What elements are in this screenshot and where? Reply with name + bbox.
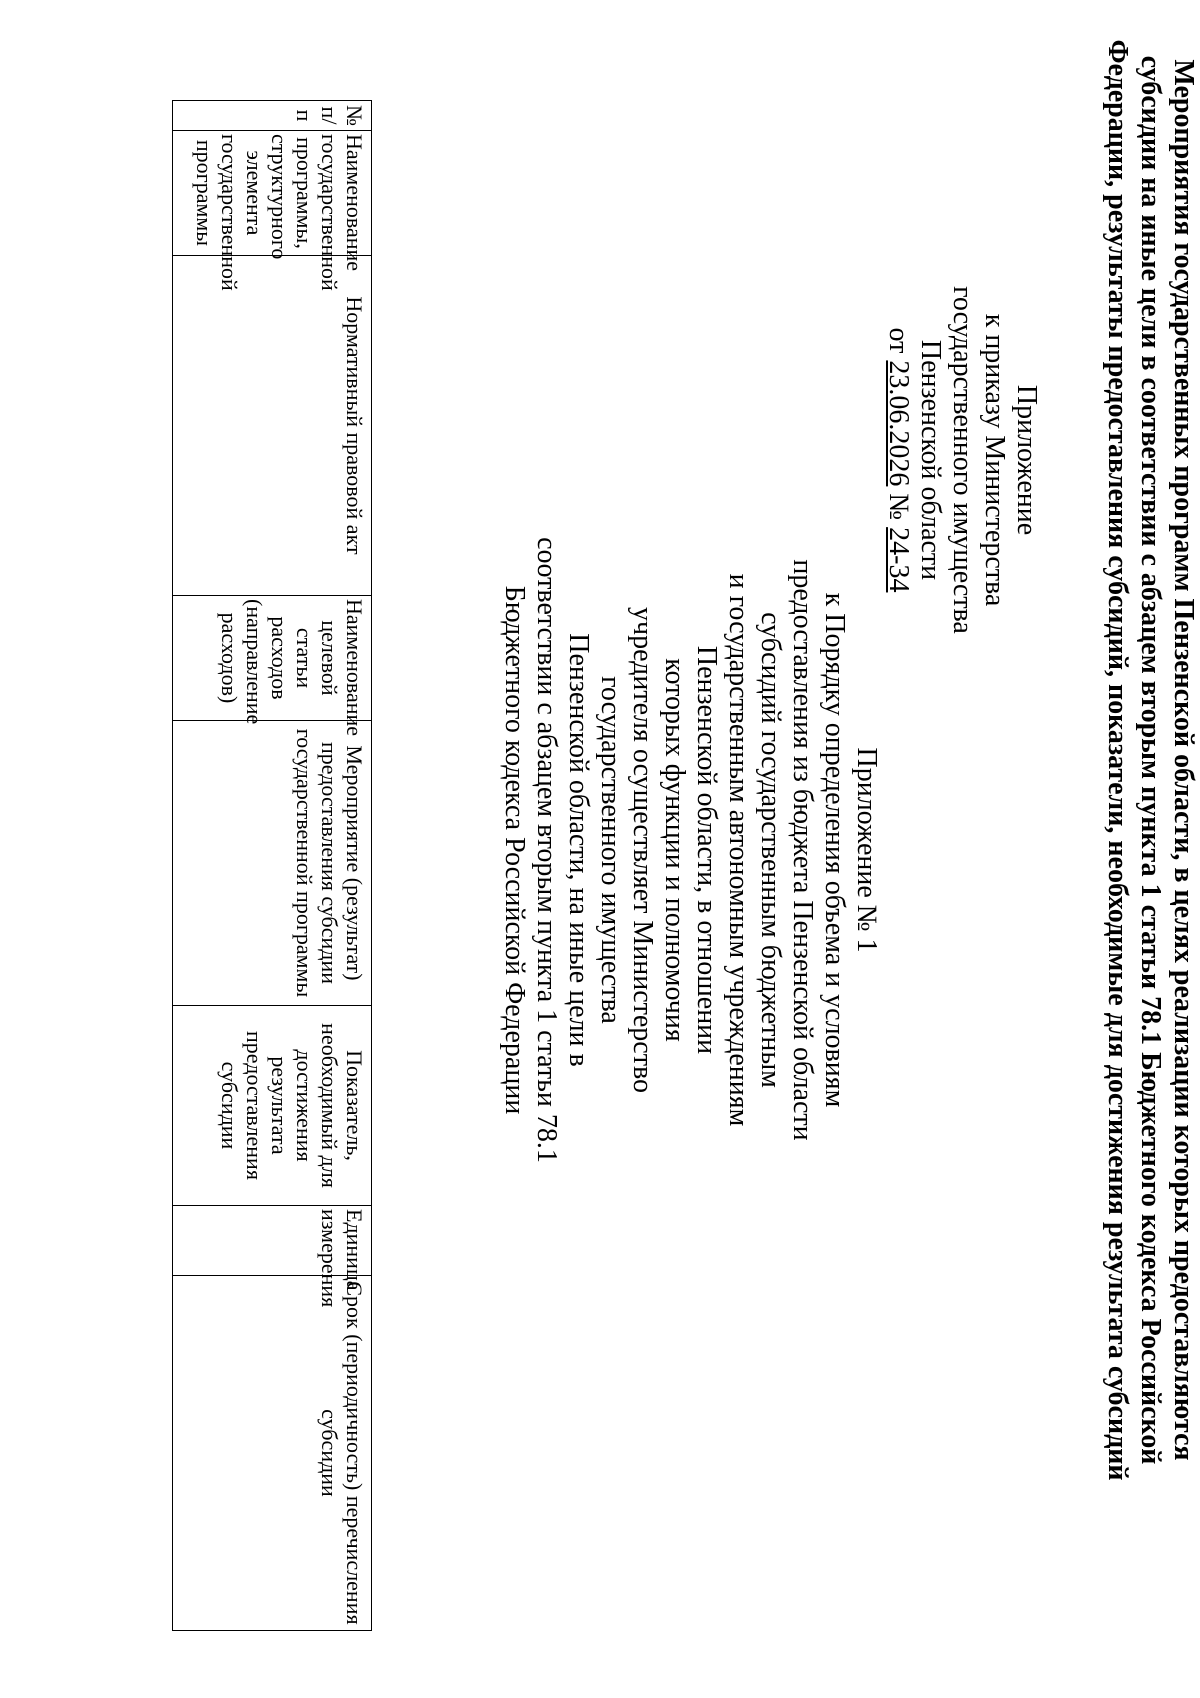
date-prefix: от xyxy=(883,327,914,361)
table-header-row xyxy=(173,101,372,1631)
order-appendix-title: Приложение № 1 xyxy=(851,747,882,953)
appendix-date-line xyxy=(882,160,914,760)
header-expense-item: Наименование целевой статьи расходов (направление расходов) xyxy=(173,596,372,721)
header-measure: Мероприятие (результат) предоставления субсидии государственной программы xyxy=(173,721,372,1006)
appendix-line: Пензенской области xyxy=(915,339,946,581)
header-legal-act: Нормативный правовой акт xyxy=(173,256,372,596)
title-line: Федерации, результаты предоставления субсидий, показатели, необходимые для достижения результата субсидий xyxy=(1102,39,1133,1481)
appendix-title: Приложение xyxy=(1011,384,1042,536)
order-appendix-header xyxy=(498,375,882,1325)
order-appendix-line: государственного имущества xyxy=(595,676,626,1024)
number-sign: № xyxy=(883,486,914,528)
order-appendix-line: соответствии с абзацем вторым пункта 1 статьи 78.1 xyxy=(531,537,562,1163)
order-appendix-line: субсидий государственным бюджетным xyxy=(755,612,786,1088)
header-indicator: Показатель, необходимый для достижения результата предоставления субсидии xyxy=(173,1006,372,1206)
order-appendix-line: учредителя осуществляет Министерство xyxy=(627,607,658,1093)
header-program-name: Наименование государственной программы, структурного элемента государственной программы xyxy=(173,131,372,256)
header-number: № п/п xyxy=(173,101,372,131)
appendix-header xyxy=(882,160,1042,760)
order-appendix-line: Пензенской области, на иные цели в xyxy=(563,633,594,1067)
appendix-number: 24-34 xyxy=(883,527,914,593)
appendix-line: к приказу Министерства xyxy=(979,313,1010,607)
title-line: субсидии на иные цели в соответствии с абзацем вторым пункта 1 статьи 78.1 Бюджетного кодекса Российской xyxy=(1135,55,1166,1465)
order-appendix-line: Бюджетного кодекса Российской Федерации xyxy=(499,585,530,1115)
header-unit: Единица измерения xyxy=(173,1206,372,1276)
measures-table xyxy=(172,100,372,1631)
order-appendix-line: к Порядку определения объема и условиям xyxy=(819,592,850,1108)
order-appendix-line: и государственным автономным учреждениям xyxy=(723,573,754,1127)
appendix-date: 23.06.2026 xyxy=(883,360,914,487)
appendix-line: государственного имущества xyxy=(947,286,978,634)
document-title xyxy=(1101,0,1200,1520)
order-appendix-line: которых функции и полномочия xyxy=(659,658,690,1042)
order-appendix-line: предоставления из бюджета Пензенской области xyxy=(787,559,818,1141)
header-period: Срок (периодичность) перечисления субсидии xyxy=(173,1276,372,1631)
title-line: Мероприятия государственных программ Пензенской области, в целях реализации которых предоставляются xyxy=(1168,59,1199,1461)
order-appendix-line: Пензенской области, в отношении xyxy=(691,645,722,1055)
